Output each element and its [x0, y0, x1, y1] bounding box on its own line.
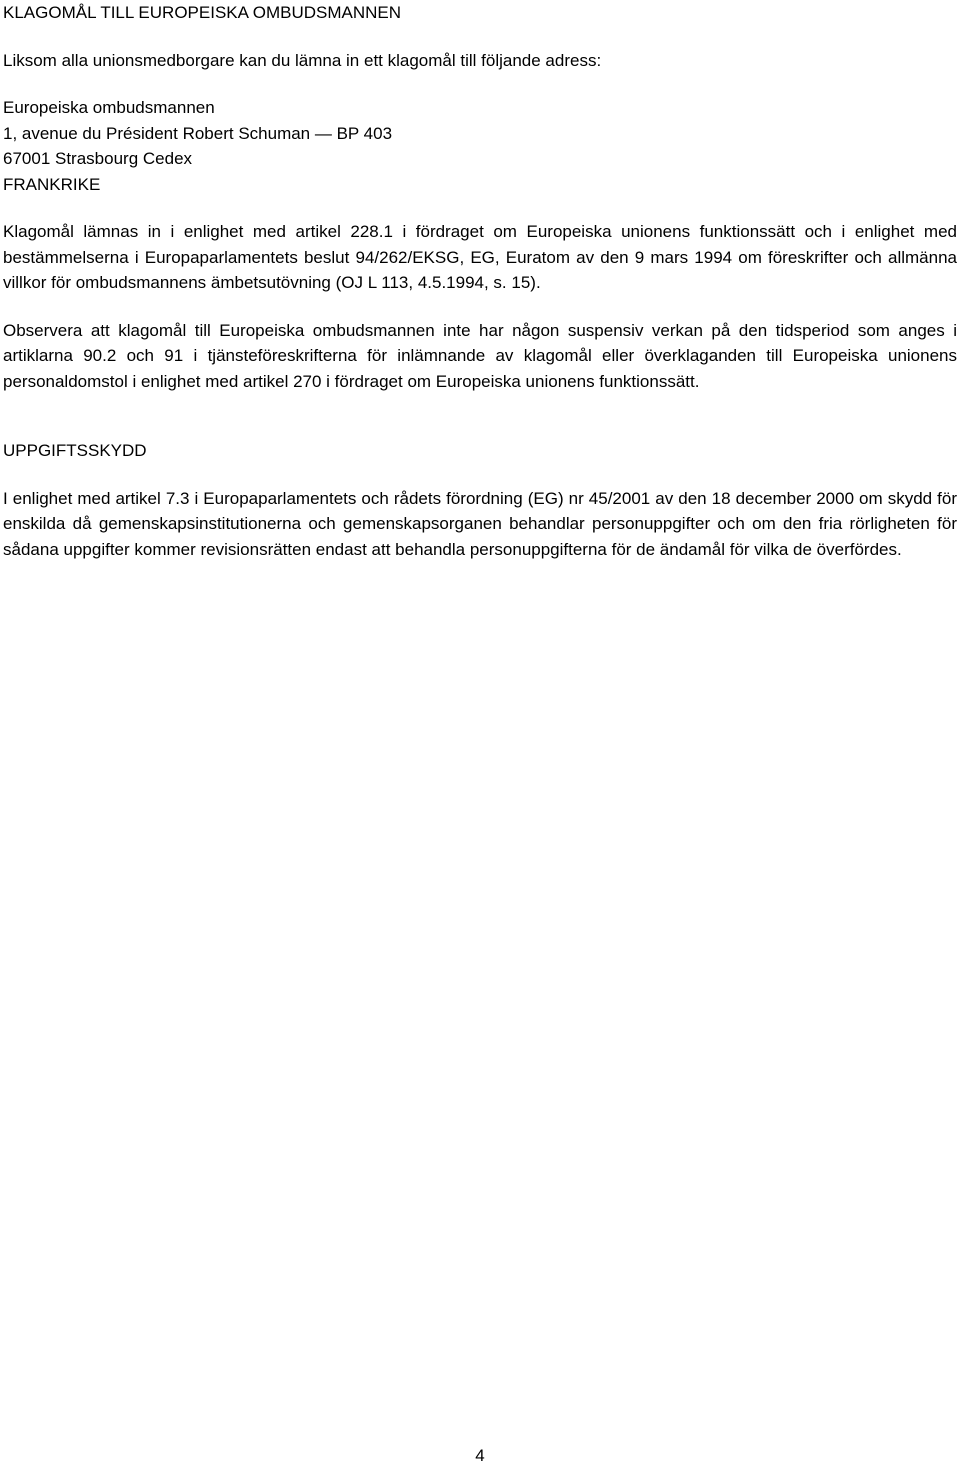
- address-line-city: 67001 Strasbourg Cedex: [3, 149, 193, 168]
- address-block: [3, 95, 957, 197]
- page-number: 4: [475, 1446, 485, 1465]
- data-protection-paragraph: I enlighet med artikel 7.3 i Europaparlamentets och rådets förordning (EG) nr 45/2001 av den 18 december 2000 om skydd för enskilda då gemenskapsinstitutionerna och gemenskapsorganen behandlar personuppgifter och om den fria rörligheten för sådana uppgifter kommer revisionsrätten endast att behandla personuppgifterna för de ändamål för vilka de överfördes.: [3, 488, 957, 559]
- address-line-street: 1, avenue du Président Robert Schuman — BP 403: [3, 123, 393, 143]
- section-title-data-protection: UPPGIFTSSKYDD: [3, 441, 147, 460]
- intro-text: Liksom alla unionsmedborgare kan du lämna in ett klagomål till följande adress:: [3, 50, 602, 70]
- document-page: [3, 0, 957, 562]
- suspensive-effect-paragraph: Observera att klagomål till Europeiska ombudsmannen inte har någon suspensiv verkan på den tidsperiod som anges i artiklarna 90.2 och 91 i tjänsteföreskrifterna för inlämnande av klagomål eller överklaganden till Europeiska unionens personaldomstol i enlighet med artikel 270 i fördraget om Europeiska unionens funktionssätt.: [3, 320, 957, 391]
- page-title: KLAGOMÅL TILL EUROPEISKA OMBUDSMANNEN: [3, 3, 402, 22]
- legal-basis-paragraph: Klagomål lämnas in i enlighet med artikel 228.1 i fördraget om Europeiska unionens funktionssätt och i enlighet med bestämmelserna i Europaparlamentets beslut 94/262/EKSG, EG, Euratom av den 9 mars 1994 om föreskrifter och allmänna villkor för ombudsmannens ämbetsutövning (OJ L 113, 4.5.1994, s. 15).: [3, 222, 957, 292]
- address-line-country: FRANKRIKE: [3, 174, 101, 194]
- address-line-name: Europeiska ombudsmannen: [3, 98, 215, 117]
